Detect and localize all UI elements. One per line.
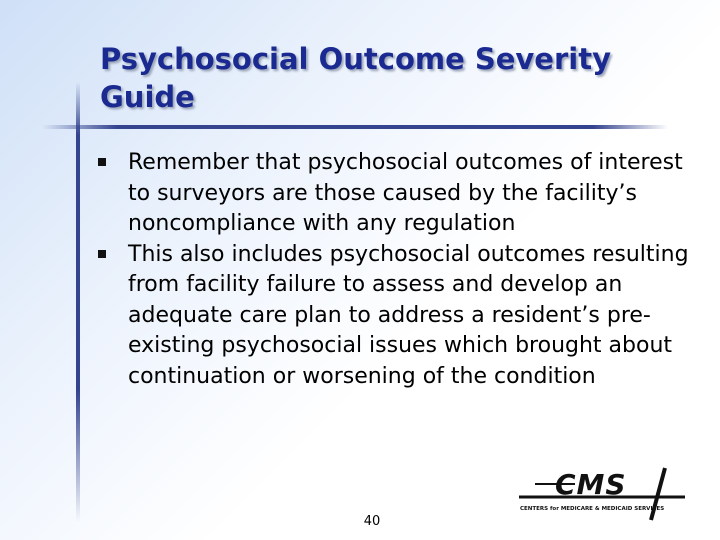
square-bullet-icon — [98, 250, 106, 258]
slide-title: Psychosocial Outcome Severity Guide — [100, 42, 611, 114]
vertical-rule — [76, 82, 80, 522]
bullet-list — [98, 148, 698, 392]
cms-logo — [515, 464, 695, 524]
bullet-item — [98, 148, 698, 240]
logo-subtitle: CENTERS for MEDICARE & MEDICAID SERVICES — [520, 506, 665, 512]
horizontal-rule — [42, 125, 668, 129]
bullet-text: Remember that psychosocial outcomes of interest to surveyors are those caused by the facility’s noncompliance with any regulation — [128, 150, 683, 236]
logo-wordmark: CMS — [555, 468, 627, 501]
square-bullet-icon — [98, 158, 106, 166]
page-number: 40 — [363, 514, 381, 529]
bullet-item — [98, 240, 698, 393]
bullet-text: This also includes psychosocial outcomes resulting from facility failure to assess and develop an adequate care plan to address a resident’s pre-existing psychosocial issues which brought about continuation or worsening of the condition — [128, 241, 689, 389]
